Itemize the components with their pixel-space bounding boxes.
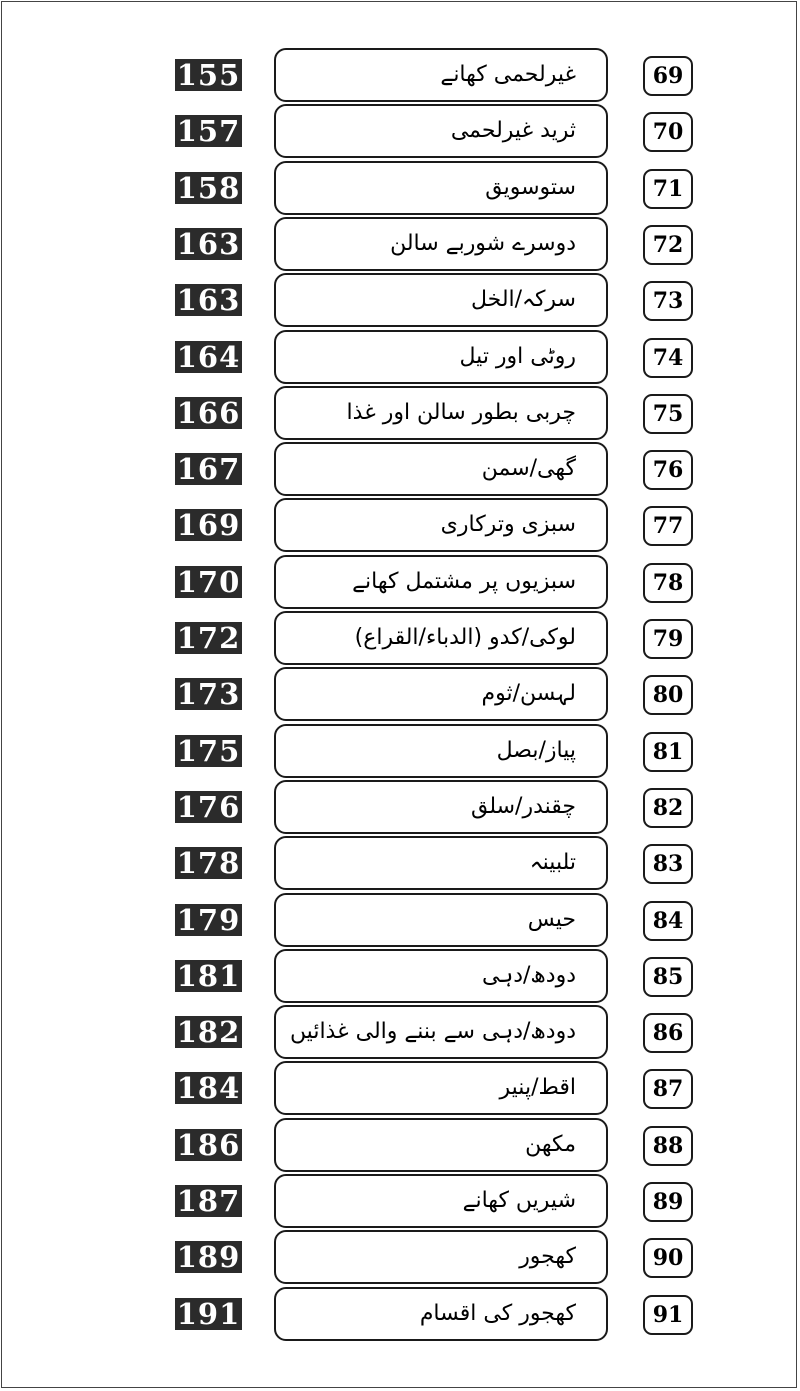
chapter-title: دودھ/دہی [274, 949, 608, 1003]
page-number-badge: 178 [176, 846, 241, 880]
toc-row [0, 160, 800, 216]
chapter-title: گھی/سمن [274, 442, 608, 496]
chapter-number: 76 [643, 450, 693, 490]
chapter-number: 86 [643, 1013, 693, 1053]
chapter-number: 73 [643, 281, 693, 321]
chapter-number: 71 [643, 169, 693, 209]
chapter-title: مکھن [274, 1118, 608, 1172]
chapter-title: چربی بطور سالن اور غذا [274, 386, 608, 440]
page-number-badge: 181 [176, 959, 241, 993]
chapter-number: 87 [643, 1069, 693, 1109]
chapter-number: 75 [643, 394, 693, 434]
page-number-badge: 191 [176, 1297, 241, 1331]
chapter-title: کھجور کی اقسام [274, 1287, 608, 1341]
toc-row [0, 892, 800, 948]
page-number-badge: 173 [176, 677, 241, 711]
page-number-badge: 172 [176, 621, 241, 655]
page-number-badge: 175 [176, 734, 241, 768]
toc-row [0, 1004, 800, 1060]
chapter-number: 84 [643, 901, 693, 941]
page-number-badge: 169 [176, 508, 241, 542]
toc-row [0, 497, 800, 553]
page-number-badge: 179 [176, 903, 241, 937]
toc-row [0, 554, 800, 610]
chapter-number: 89 [643, 1182, 693, 1222]
chapter-number: 88 [643, 1126, 693, 1166]
toc-row [0, 329, 800, 385]
chapter-title: روٹی اور تیل [274, 330, 608, 384]
chapter-title: چقندر/سلق [274, 780, 608, 834]
chapter-number: 78 [643, 563, 693, 603]
page-number-badge: 167 [176, 452, 241, 486]
toc-row [0, 1060, 800, 1116]
page-number-badge: 187 [176, 1184, 241, 1218]
chapter-number: 85 [643, 957, 693, 997]
chapter-title: لہسن/ثوم [274, 667, 608, 721]
toc-row [0, 47, 800, 103]
chapter-number: 74 [643, 338, 693, 378]
chapter-title: حیس [274, 893, 608, 947]
page-number-badge: 166 [176, 396, 241, 430]
chapter-title: دودھ/دہی سے بننے والی غذائیں [274, 1005, 608, 1059]
chapter-number: 69 [643, 56, 693, 96]
chapter-number: 83 [643, 844, 693, 884]
chapter-title: تلبینہ [274, 836, 608, 890]
chapter-title: ستوسویق [274, 161, 608, 215]
page-number-badge: 176 [176, 790, 241, 824]
chapter-number: 81 [643, 732, 693, 772]
page-number-badge: 170 [176, 565, 241, 599]
chapter-number: 70 [643, 112, 693, 152]
chapter-title: اقط/پنیر [274, 1061, 608, 1115]
page-number-badge: 182 [176, 1015, 241, 1049]
toc-row [0, 835, 800, 891]
chapter-title: دوسرے شوربے سالن [274, 217, 608, 271]
page-number-badge: 163 [176, 283, 241, 317]
page-number-badge: 155 [176, 58, 241, 92]
toc-row [0, 1286, 800, 1342]
chapter-title: سرکہ/الخل [274, 273, 608, 327]
chapter-title: ثرید غیرلحمی [274, 104, 608, 158]
toc-row [0, 216, 800, 272]
chapter-title: کھجور [274, 1230, 608, 1284]
chapter-number: 91 [643, 1295, 693, 1335]
toc-row [0, 272, 800, 328]
toc-row [0, 610, 800, 666]
page-number-badge: 184 [176, 1071, 241, 1105]
toc-row [0, 948, 800, 1004]
chapter-number: 72 [643, 225, 693, 265]
toc-row [0, 723, 800, 779]
page-number-badge: 158 [176, 171, 241, 205]
page-number-badge: 189 [176, 1240, 241, 1274]
toc-row [0, 1229, 800, 1285]
toc-row [0, 103, 800, 159]
toc-row [0, 1173, 800, 1229]
page-number-badge: 164 [176, 340, 241, 374]
chapter-title: پیاز/بصل [274, 724, 608, 778]
chapter-title: لوکی/کدو (الدباء/القراع) [274, 611, 608, 665]
chapter-title: سبزیوں پر مشتمل کھانے [274, 555, 608, 609]
page-number-badge: 163 [176, 227, 241, 261]
chapter-title: سبزی وترکاری [274, 498, 608, 552]
chapter-number: 79 [643, 619, 693, 659]
chapter-title: شیریں کھانے [274, 1174, 608, 1228]
chapter-number: 80 [643, 675, 693, 715]
page-number-badge: 157 [176, 114, 241, 148]
chapter-title: غیرلحمی کھانے [274, 48, 608, 102]
toc-row [0, 666, 800, 722]
toc-row [0, 1117, 800, 1173]
chapter-number: 82 [643, 788, 693, 828]
toc-row [0, 385, 800, 441]
page-number-badge: 186 [176, 1128, 241, 1162]
toc-row [0, 779, 800, 835]
toc-row [0, 441, 800, 497]
chapter-number: 77 [643, 506, 693, 546]
chapter-number: 90 [643, 1238, 693, 1278]
